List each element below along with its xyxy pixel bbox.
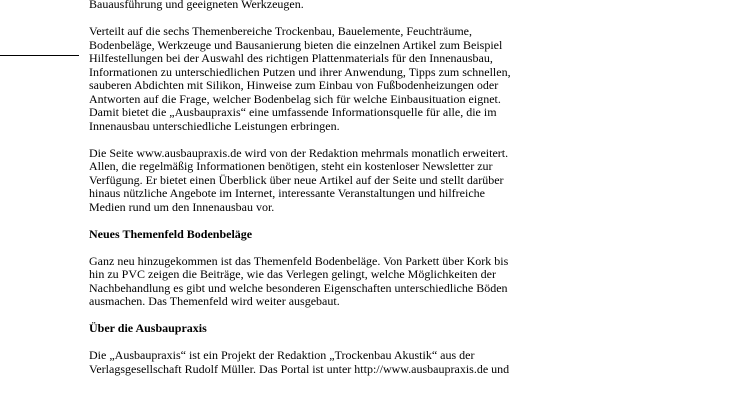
text-line: Allen, die regelmäßig Informationen benötigen, steht ein kostenloser Newsletter zur bbox=[89, 159, 493, 173]
text-line: Die „Ausbaupraxis“ ist ein Projekt der Redaktion „Trockenbau Akustik“ aus der bbox=[89, 348, 475, 362]
updates-paragraph bbox=[89, 147, 549, 215]
intro-paragraph-tail bbox=[89, 0, 549, 12]
text-line: Verfügung. Er bietet einen Überblick über neue Artikel auf der Seite und stellt darüber bbox=[89, 172, 504, 187]
text-line: sauberen Abdichten mit Silikon, Hinweise zum Einbau von Fußbodenheizungen oder bbox=[89, 78, 499, 92]
article-body bbox=[89, 0, 549, 376]
text-line: Verlagsgesellschaft Rudolf Müller. Das Portal ist unter http://www.ausbaupraxis.de und bbox=[89, 361, 510, 376]
text-line: Nachbehandlung es gibt und welche besonderen Eigenschaften unterschiedliche Böden bbox=[89, 280, 508, 295]
text-line: Die Seite www.ausbaupraxis.de wird von der Redaktion mehrmals monatlich erweitert. bbox=[89, 145, 509, 160]
paragraph-spacer bbox=[89, 241, 549, 255]
paragraph-spacer bbox=[89, 214, 549, 228]
text-line: hinaus nützliche Angebote im Internet, interessante Veranstaltungen und hilfreiche bbox=[89, 186, 485, 200]
text-line: Innenausbau unterschiedliche Leistungen erbringen. bbox=[89, 118, 340, 133]
text-line: Ganz neu hinzugekommen ist das Themenfeld Bodenbeläge. Von Parkett über Kork bis bbox=[89, 253, 509, 268]
text-line: ausmachen. Das Themenfeld wird weiter ausgebaut. bbox=[89, 294, 340, 308]
heading-about: Über die Ausbaupraxis bbox=[89, 321, 207, 335]
text-line: Informationen zu unterschiedlichen Putzen und ihrer Anwendung, Tipps zum schnellen, bbox=[89, 64, 511, 79]
paragraph-spacer bbox=[89, 12, 549, 26]
text-line: Verteilt auf die sechs Themenbereiche Trockenbau, Bauelemente, Feuchträume, bbox=[89, 24, 472, 38]
text-line: Antworten auf die Frage, welcher Bodenbelag sich für welche Einbausituation eignet. bbox=[89, 91, 501, 106]
heading-floors: Neues Themenfeld Bodenbeläge bbox=[89, 226, 253, 241]
text-line: Medien rund um den Innenausbau vor. bbox=[89, 199, 275, 214]
floors-paragraph bbox=[89, 255, 549, 309]
text-line: Bauausführung und geeigneten Werkzeugen. bbox=[89, 0, 304, 11]
topics-paragraph bbox=[89, 25, 549, 133]
margin-rule bbox=[0, 55, 79, 56]
paragraph-spacer bbox=[89, 336, 549, 350]
text-line: hin zu PVC zeigen die Beiträge, wie das Verlegen gelingt, welche Möglichkeiten der bbox=[89, 267, 496, 281]
paragraph-spacer bbox=[89, 309, 549, 323]
text-line: Damit bietet die „Ausbaupraxis“ eine umfassende Informationsquelle für alle, die im bbox=[89, 105, 497, 119]
text-line: Hilfestellungen bei der Auswahl des richtigen Plattenmaterials für den Innenausbau, bbox=[89, 51, 493, 65]
about-paragraph bbox=[89, 349, 549, 376]
paragraph-spacer bbox=[89, 133, 549, 147]
text-line: Bodenbeläge, Werkzeuge und Bausanierung bieten die einzelnen Artikel zum Beispiel bbox=[89, 37, 503, 52]
